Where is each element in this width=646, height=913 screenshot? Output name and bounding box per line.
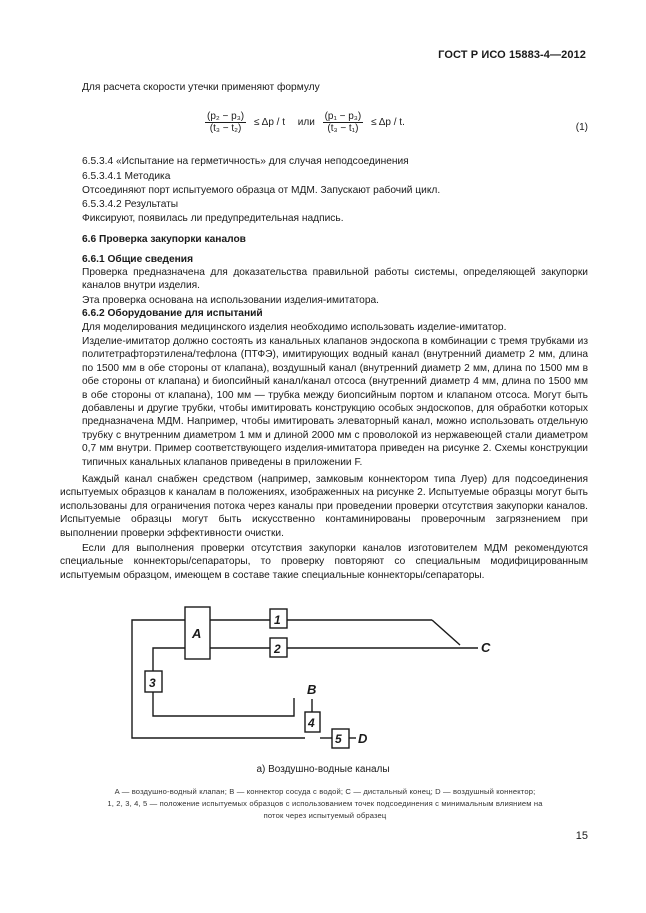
label-b: B: [307, 682, 317, 697]
section-6534-title: 6.5.3.4 «Испытание на герметичность» для случая неподсоединения: [82, 156, 409, 167]
formula-relation-1: ≤ Δp / t: [253, 117, 285, 128]
formula-denominator-2: (t₃ − t₁): [327, 123, 359, 134]
section-65341-title: 6.5.3.4.1 Методика: [82, 171, 171, 182]
section-662-paragraph-1: Для моделирования медицинского изделия необходимо использовать изделие-имитатор.: [82, 322, 507, 333]
label-3: 3: [149, 676, 156, 690]
tube-3-to-b: [153, 692, 294, 716]
figure-caption: а) Воздушно-водные каналы: [256, 764, 390, 775]
tube-a-to-3: [153, 648, 185, 671]
label-c: C: [481, 640, 491, 655]
formula-number: (1): [575, 122, 588, 133]
section-661-paragraph-2: Эта проверка основана на использовании изделия-имитатора.: [82, 295, 380, 306]
outer-tube-left: [132, 620, 185, 657]
section-65342-title: 6.5.3.4.2 Результаты: [82, 199, 179, 210]
tube-diagonal-to-tip: [432, 620, 460, 645]
section-661-heading: 6.6.1 Общие сведения: [82, 254, 194, 265]
formula-intro-text: Для расчета скорости утечки применяют формулу: [82, 82, 320, 93]
section-661-paragraph-1: Проверка предназначена для доказательства правильной работы системы, определяющей закупорки каналов внутри изделия.: [82, 267, 588, 292]
formula-denominator-1: (t₃ − t₂): [209, 123, 242, 134]
page-number: 15: [575, 830, 588, 842]
section-662-paragraph-3: Каждый канал снабжен средством (например, замковым коннектором типа Луер) для подсоединения испытуемых образцов к каналам в положениях, изображенных на рисунке 2. Испытуемые образцы могут быть использованы для ограничения потока через каналы при проведении проверки отсутствия закупорки каналов. Испытуемые образцы могут быть искусственно контаминированы проверочным загрязнением при выполнении проверки эффективности очистки.: [60, 474, 588, 539]
label-a: A: [192, 626, 202, 641]
section-662-heading: 6.6.2 Оборудование для испытаний: [82, 308, 263, 319]
formula-numerator-1: (p₂ − p₃): [207, 111, 245, 122]
section-662-paragraph-2: Изделие-имитатор должно состоять из канальных клапанов эндоскопа в комбинации с тремя трубками из политетрафторэтилена/тефлона (ПТФЭ), имитирующих водный канал (внутренний диаметр 2 мм, длина по 1500 мм в обе стороны от клапана), воздушный канал (внутренний диаметр 2 мм, длина по 1500 мм в обе стороны от клапана) и биопсийный канал/канал отсоса (внутренний диаметр 4 мм, длина по 1500 мм в обе стороны от клапана), 100 мм — трубка между биопсийным портом и клапаном отсоса. Могут быть добавлены и другие трубки, чтобы имитировать конструкцию особых эндоскопов, для обработки которых предназначена МДМ. Например, чтобы имитировать элеваторный канал, можно использовать отдельную трубку с внутренним диаметром 1 мм и длиной 2000 мм с проволокой из нержавеющей стали диаметром 0,7 мм внутри. Пример соответствующего изделия-имитатора приведен на рисунке 2. Схемы конструкции типичных канальных клапанов приведены в приложении F.: [82, 336, 588, 468]
figure-legend-line-1: A — воздушно-водный клапан; B — коннектор сосуда с водой; C — дистальный конец; D — воздушный коннектор;: [114, 787, 536, 796]
document-header-standard-id: ГОСТ Р ИСО 15883-4—2012: [438, 49, 586, 61]
figure-legend-line-2: 1, 2, 3, 4, 5 — положение испытуемых образцов с использованием точек подсоединения с минимальным влиянием на: [107, 799, 543, 808]
label-1: 1: [274, 613, 281, 627]
tube-outer-bottom: [132, 657, 305, 738]
label-2: 2: [274, 642, 281, 656]
section-65341-text: Отсоединяют порт испытуемого образца от МДМ. Запускают рабочий цикл.: [82, 185, 441, 196]
label-d: D: [358, 731, 368, 746]
formula-relation-2: ≤ Δp / t.: [371, 117, 405, 128]
formula-connector: или: [297, 117, 315, 128]
figure-legend-line-3: поток через испытуемый образец: [263, 811, 387, 820]
label-5: 5: [335, 732, 342, 746]
section-66-heading: 6.6 Проверка закупорки каналов: [82, 234, 246, 245]
section-65342-text: Фиксируют, появилась ли предупредительная надпись.: [82, 213, 344, 224]
label-4: 4: [308, 716, 315, 730]
section-662-paragraph-4: Если для выполнения проверки отсутствия закупорки каналов изготовителем МДМ рекомендуются специальные коннекторы/сепараторы, то проверку повторяют со специальным модифицированным испытуемым образцом, имеющем в составе такие специальные коннекторы/сепараторы.: [60, 543, 588, 581]
formula-numerator-2: (p₁ − p₃): [324, 111, 362, 122]
